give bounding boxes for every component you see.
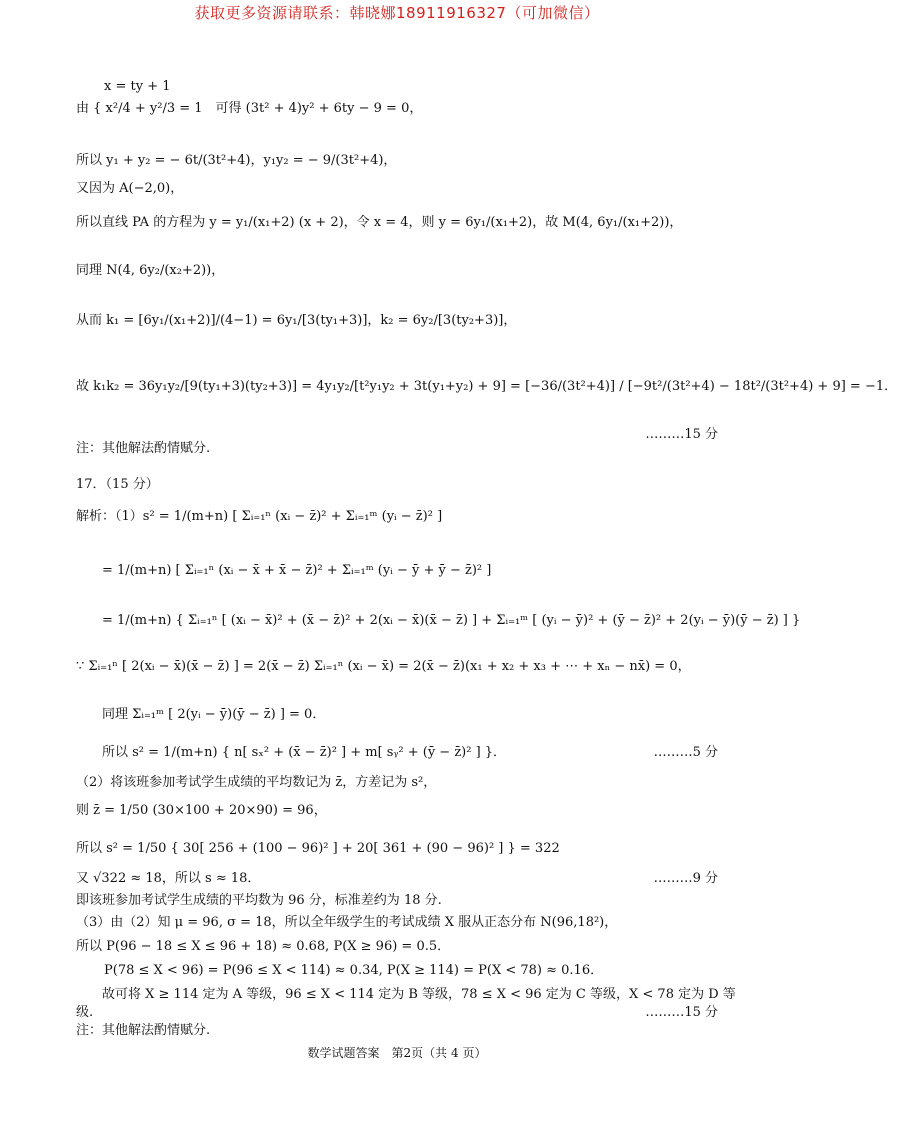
solution-line: 则 z̄ = 1/50 (30×100 + 20×90) = 96， — [76, 803, 327, 818]
solution-line: 所以 y₁ + y₂ = − 6t/(3t²+4)，y₁y₂ = − 9/(3t²+4)， — [76, 153, 397, 168]
solution-line: 17．（15 分） — [76, 477, 159, 492]
solution-line: 级. — [76, 1005, 94, 1020]
solution-line: 由 { x²/4 + y²/3 = 1 可得 (3t² + 4)y² + 6ty − 9 = 0， — [76, 101, 423, 116]
solution-line: 所以直线 PA 的方程为 y = y₁/(x₁+2) (x + 2)，令 x = 4，则 y = 6y₁/(x₁+2)，故 M(4, 6y₁/(x₁+2))， — [76, 215, 683, 230]
score-mark: ………15 分 — [645, 1005, 718, 1020]
solution-line: = 1/(m+n) { Σᵢ₌₁ⁿ [ (xᵢ − x̄)² + (x̄ − z̄)² + 2(xᵢ − x̄)(x̄ − z̄) ] + Σᵢ₌₁ᵐ [ (yᵢ − ȳ)² + (ȳ − z̄)² + 2(yᵢ − ȳ)(ȳ − z̄) ] } — [76, 613, 801, 628]
solution-line: 所以 P(96 − 18 ≤ X ≤ 96 + 18) ≈ 0.68, P(X ≥ 96) = 0.5． — [76, 939, 451, 954]
solution-line: P(78 ≤ X < 96) = P(96 ≤ X < 114) ≈ 0.34, P(X ≥ 114) = P(X < 78) ≈ 0.16． — [104, 963, 604, 978]
solution-line: 注：其他解法酌情赋分. — [76, 441, 211, 456]
solution-line: （3）由（2）知 μ = 96, σ = 18，所以全年级学生的考试成绩 X 服从正态分布 N(96,18²)， — [76, 915, 618, 930]
solution-line: ∵ Σᵢ₌₁ⁿ [ 2(xᵢ − x̄)(x̄ − z̄) ] = 2(x̄ − z̄) Σᵢ₌₁ⁿ (xᵢ − x̄) = 2(x̄ − z̄)(x₁ + x₂ + x₃ + ⋯ + xₙ − nx̄) = 0， — [76, 659, 691, 674]
score-mark: ………15 分 — [645, 427, 718, 442]
solution-line: x = ty + 1 — [104, 79, 171, 94]
solution-line: 又因为 A(−2,0)， — [76, 181, 184, 196]
contact-banner: 获取更多资源请联系：韩晓娜18911916327（可加微信） — [194, 4, 600, 22]
solution-line: 同理 Σᵢ₌₁ᵐ [ 2(yᵢ − ȳ)(ȳ − z̄) ] = 0． — [102, 707, 326, 722]
score-mark: ………9 分 — [653, 871, 718, 886]
solution-line: 又 √322 ≈ 18，所以 s ≈ 18． — [76, 871, 261, 886]
solution-line: 故 k₁k₂ = 36y₁y₂/[9(ty₁+3)(ty₂+3)] = 4y₁y₂/[t²y₁y₂ + 3t(y₁+y₂) + 9] = [−36/(3t²+4)] / [−9t²/(3t²+4) − 18t²/(3t²+4) + 9] = −1． — [76, 379, 897, 394]
solution-line: 注：其他解法酌情赋分. — [76, 1023, 211, 1038]
solution-line: 所以 s² = 1/50 { 30[ 256 + (100 − 96)² ] + 20[ 361 + (90 − 96)² ] } = 322 — [76, 841, 560, 856]
solution-line: = 1/(m+n) [ Σᵢ₌₁ⁿ (xᵢ − x̄ + x̄ − z̄)² + Σᵢ₌₁ᵐ (yᵢ − ȳ + ȳ − z̄)² ] — [76, 563, 492, 578]
score-mark: ………5 分 — [653, 745, 718, 760]
solution-line: 同理 N(4, 6y₂/(x₂+2))， — [76, 263, 225, 278]
solution-line: 解析：（1）s² = 1/(m+n) [ Σᵢ₌₁ⁿ (xᵢ − z̄)² + Σᵢ₌₁ᵐ (yᵢ − z̄)² ] — [76, 509, 443, 524]
solution-line: 故可将 X ≥ 114 定为 A 等级，96 ≤ X < 114 定为 B 等级，78 ≤ X < 96 定为 C 等级，X < 78 定为 D 等 — [102, 987, 736, 1002]
solution-line: 即该班参加考试学生成绩的平均数为 96 分，标准差约为 18 分. — [76, 893, 442, 908]
solution-line: （2）将该班参加考试学生成绩的平均数记为 z̄，方差记为 s²， — [76, 775, 437, 790]
solution-line: 从而 k₁ = [6y₁/(x₁+2)]/(4−1) = 6y₁/[3(ty₁+3)]，k₂ = 6y₂/[3(ty₂+3)]， — [76, 313, 517, 328]
solution-line: 所以 s² = 1/(m+n) { n[ sₓ² + (x̄ − z̄)² ] + m[ sᵧ² + (ȳ − z̄)² ] }． — [102, 745, 507, 760]
page-footer: 数学试题答案 第2页（共 4 页） — [307, 1046, 487, 1060]
